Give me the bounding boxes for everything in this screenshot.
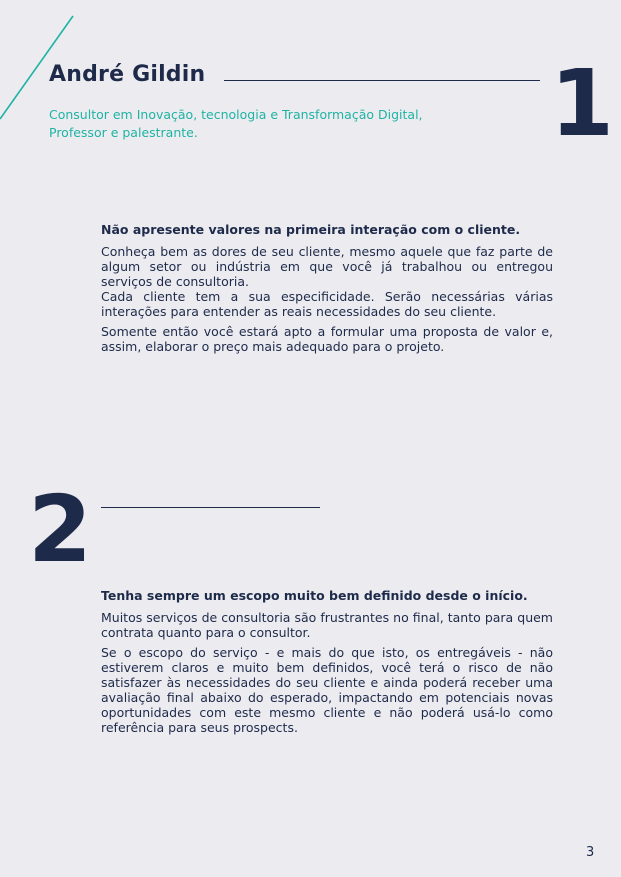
tip-paragraph: Somente então você estará apto a formular uma proposta de valor e, assim, elaborar o preço mais adequado para o projeto.	[101, 324, 553, 354]
tip-heading: Não apresente valores na primeira interação com o cliente.	[101, 222, 521, 237]
author-role	[49, 106, 423, 142]
tip-number-1: 1	[550, 50, 615, 157]
tip-paragraph: Cada cliente tem a sua especificidade. Serão necessárias várias interações para entender as reais necessidades do seu cliente.	[101, 289, 553, 319]
tip-paragraph: Conheça bem as dores de seu cliente, mesmo aquele que faz parte de algum setor ou indústria em que você já trabalhou ou entregou serviços de consultoria.	[101, 244, 553, 289]
tip-paragraph: Se o escopo do serviço - e mais do que isto, os entregáveis - não estiverem claros e muito bem definidos, você terá o risco de não satisfazer às necessidades do seu cliente e ainda poderá receber uma avaliação final abaixo do esperado, impactando em potenciais novas oportunidades com este mesmo cliente e não poderá usá-lo como referência para seus prospects.	[101, 645, 553, 735]
tip-number-2: 2	[28, 476, 93, 583]
tip-paragraph: Muitos serviços de consultoria são frustrantes no final, tanto para quem contrata quanto para o consultor.	[101, 610, 553, 640]
author-role-line: Consultor em Inovação, tecnologia e Transformação Digital,	[49, 107, 423, 122]
section-rule	[101, 507, 320, 508]
page-number: 3	[586, 845, 595, 860]
header-rule	[224, 80, 540, 81]
author-role-line: Professor e palestrante.	[49, 125, 198, 140]
tip-section-2	[101, 587, 553, 735]
tip-heading: Tenha sempre um escopo muito bem definido desde o início.	[101, 588, 528, 603]
author-name: André Gildin	[49, 62, 206, 87]
tip-section-1	[101, 221, 553, 354]
